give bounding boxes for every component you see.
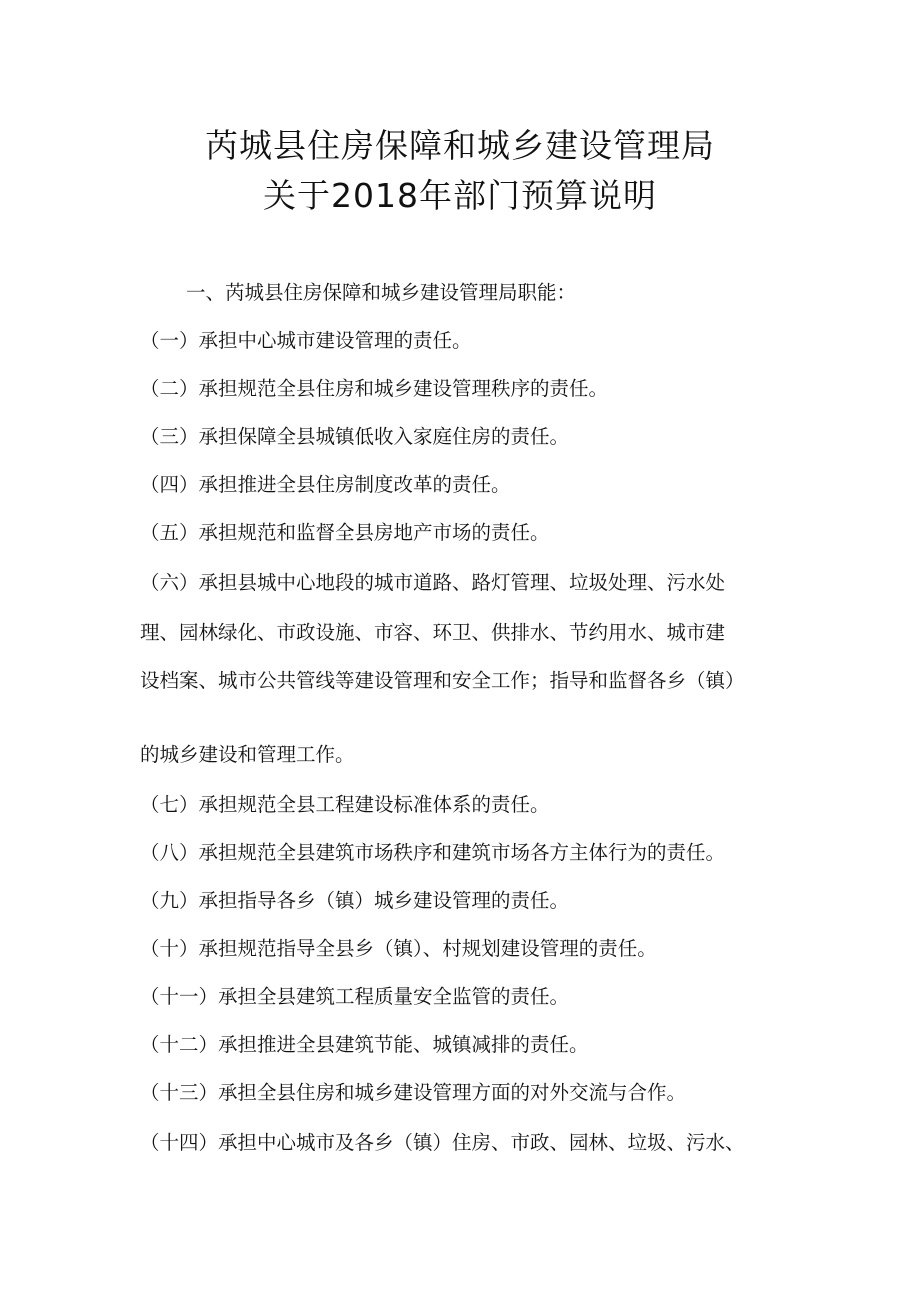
document-title-line-1: 芮城县住房保障和城乡建设管理局	[205, 126, 715, 165]
duty-line: （十二）承担推进全县建筑节能、城镇减排的责任。	[140, 1033, 589, 1056]
duty-line: （七）承担规范全县工程建设标准体系的责任。	[140, 793, 550, 816]
duty-line: （九）承担指导各乡（镇）城乡建设管理的责任。	[140, 889, 570, 912]
duty-line: （十一）承担全县建筑工程质量安全监管的责任。	[140, 985, 570, 1008]
duty-line: 理、园林绿化、市政设施、市容、环卫、供排水、节约用水、城市建	[140, 621, 726, 644]
duty-line: 的城乡建设和管理工作。	[140, 743, 355, 766]
duty-line: （八）承担规范全县建筑市场秩序和建筑市场各方主体行为的责任。	[140, 841, 726, 864]
duty-line: 设档案、城市公共管线等建设管理和安全工作；指导和监督各乡（镇）	[140, 669, 745, 692]
duty-line: （四）承担推进全县住房制度改革的责任。	[140, 473, 511, 496]
section-heading: 一、芮城县住房保障和城乡建设管理局职能：	[186, 281, 577, 304]
duty-line: （十）承担规范指导全县乡（镇）、村规划建设管理的责任。	[140, 937, 657, 960]
duty-line: （六）承担县城中心地段的城市道路、路灯管理、垃圾处理、污水处	[140, 571, 726, 594]
duty-line: （三）承担保障全县城镇低收入家庭住房的责任。	[140, 425, 570, 448]
duty-line: （五）承担规范和监督全县房地产市场的责任。	[140, 521, 550, 544]
document-title-line-2: 关于2018年部门预算说明	[263, 176, 657, 215]
duty-line: （十三）承担全县住房和城乡建设管理方面的对外交流与合作。	[140, 1081, 687, 1104]
duty-line: （一）承担中心城市建设管理的责任。	[140, 329, 472, 352]
duty-line: （二）承担规范全县住房和城乡建设管理秩序的责任。	[140, 377, 609, 400]
duty-line: （十四）承担中心城市及各乡（镇）住房、市政、园林、垃圾、污水、	[140, 1131, 745, 1154]
